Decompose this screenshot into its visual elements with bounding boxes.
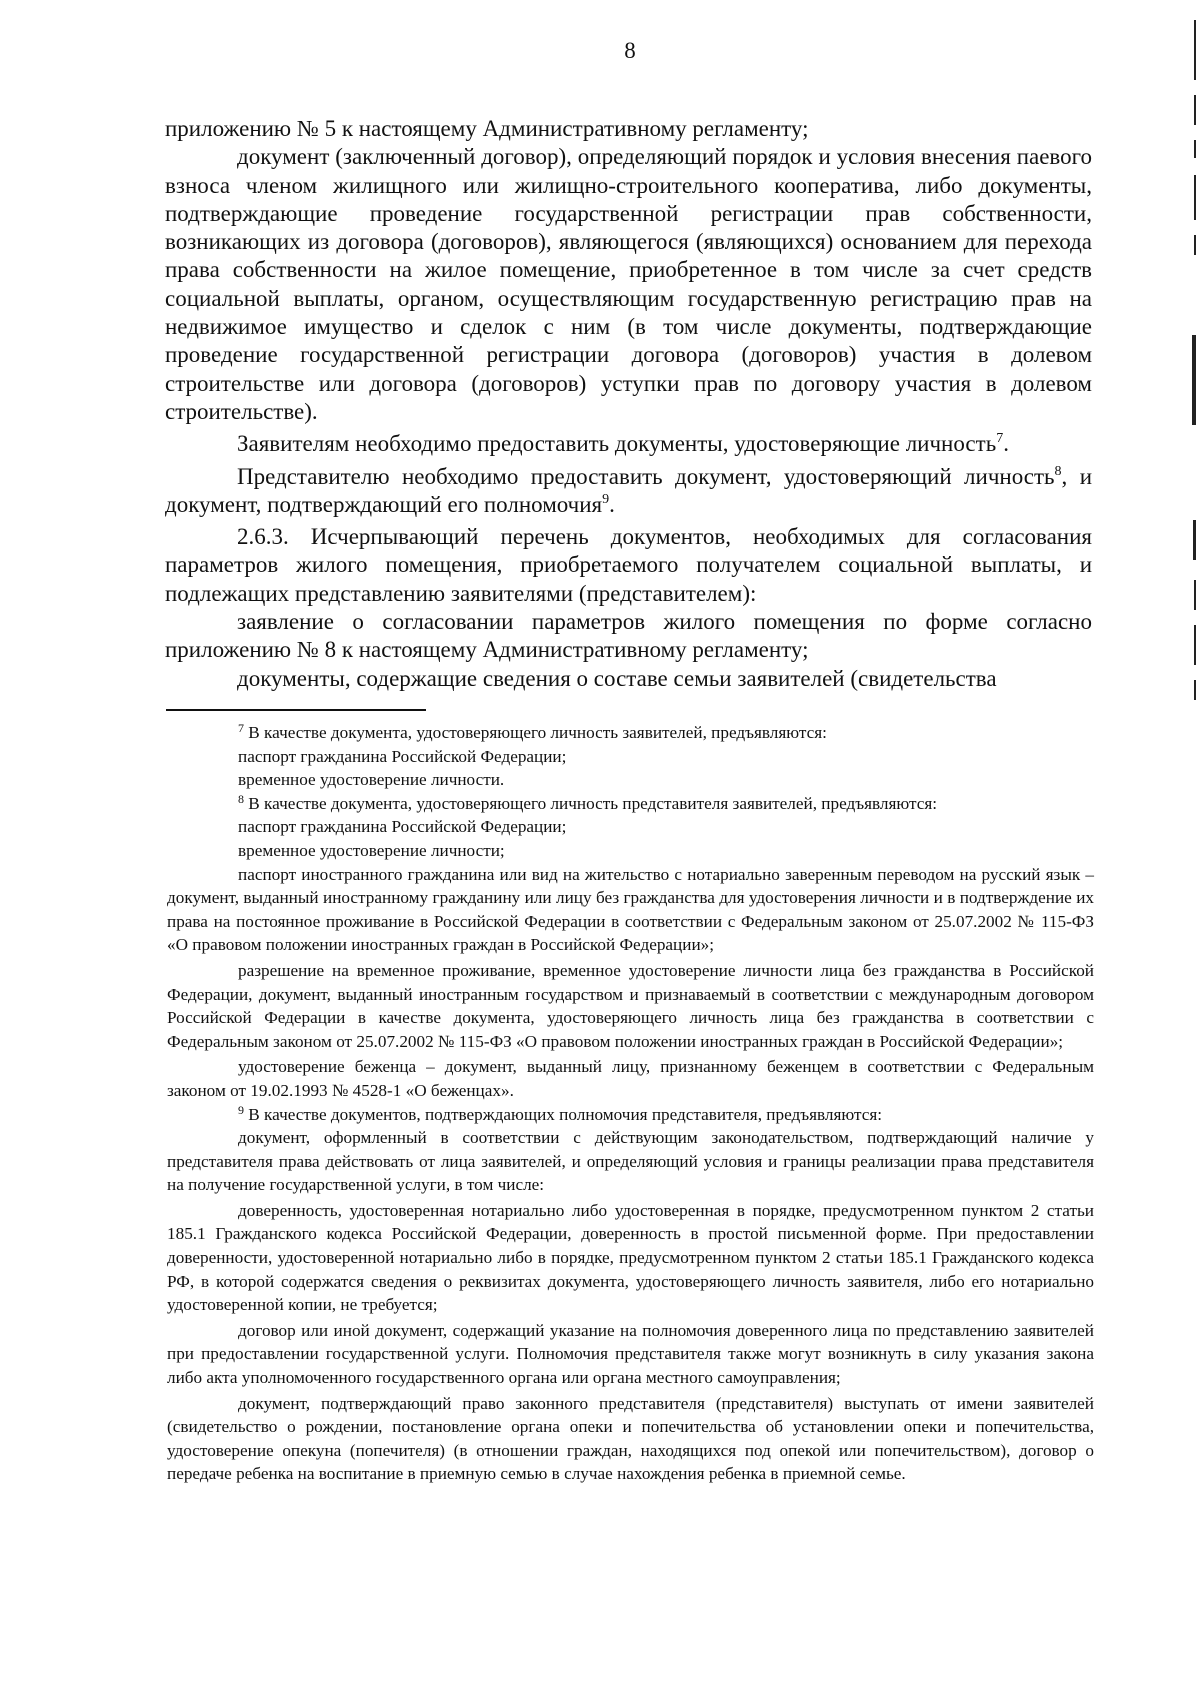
main-text [165,115,1092,693]
page-number: 8 [624,38,636,63]
footnote-item: временное удостоверение личности; [238,840,505,860]
paragraph: документ (заключенный договор), определяющий порядок и условия внесения паевого взноса членом жилищного или жилищно-строительного кооператива, либо документы, подтверждающие проведение государственной регистрации прав собственности, возникающих из договора (договоров), являющегося (являющихся) основанием для перехода права собственности на жилое помещение, приобретенное в том числе за счет средств социальной выплаты, органом, осуществляющим государственную регистрацию прав на недвижимое имущество и сделок с ним (в том числе документы, подтверждающие проведение государственной регистрации договора (договоров) участия в долевом строительстве или договора (договоров) уступки прав по договору участия в долевом строительстве). [165,144,1092,424]
paragraph-text: , и документ, подтверждающий его полномочия [165,463,1093,517]
paragraph-text: Представителю необходимо предоставить документ, удостоверяющий личность [237,463,1055,489]
footnote-item: паспорт гражданина Российской Федерации; [238,746,567,766]
footnote-number: 8 [238,791,244,806]
footnote [167,721,1094,745]
paragraph: приложению № 5 к настоящему Административному регламенту; [165,116,809,141]
footnote-text: В качестве документа, удостоверяющего личность представителя заявителей, предъявляются: [244,793,938,813]
footnote-item: доверенность, удостоверенная нотариально либо удостоверенная в порядке, предусмотренном пунктом 2 статьи 185.1 Гражданского кодекса Российской Федерации, доверенность в простой письменной форме. При предоставлении доверенности, удостоверенной нотариально либо в порядке, предусмотренном пунктом 2 статьи 185.1 Гражданского кодекса РФ, в которой содержатся сведения о реквизитах документа, удостоверяющего личность заявителя, либо его нотариально удостоверенной копии, не требуется; [167,1200,1094,1315]
footnote-number: 7 [238,721,244,735]
paragraph-text: Заявителям необходимо предоставить документы, удостоверяющие личность [237,431,997,457]
footnote-item: договор или иной документ, содержащий указание на полномочия доверенного лица по представлению заявителей при предоставлении государственной услуги. Полномочия представителя также могут возникнуть в силу указания закона либо акта уполномоченного государственного органа или органа местного самоуправления; [167,1320,1094,1388]
footnotes [167,721,1094,1486]
footnote [167,792,1094,816]
footnote-ref: 9 [602,491,610,507]
footnote-item: паспорт иностранного гражданина или вид на жительство с нотариально заверенным переводом на русский язык – документ, выданный иностранному гражданину или лицу без гражданства для удостоверения личности и в подтверждение их права на постоянное проживание в Российской Федерации в соответствии с Федеральным законом от 25.07.2002 № 115-ФЗ «О правовом положении иностранных граждан в Российской Федерации»; [167,864,1094,955]
paragraph: заявление о согласовании параметров жилого помещения по форме согласно приложению № 8 к настоящему Административному регламенту; [165,609,1092,663]
paragraph: документы, содержащие сведения о составе семьи заявителей (свидетельства [237,665,997,691]
paragraph [165,463,1092,520]
paragraph [165,430,1092,458]
footnote-item: документ, оформленный в соответствии с действующим законодательством, подтверждающий наличие у представителя права действовать от лица заявителей, и определяющий условия и границы реализации права представителя на получение государственной услуги, в том числе: [167,1128,1094,1195]
footnote-item: паспорт гражданина Российской Федерации; [238,817,567,837]
scan-edge-marks [1186,0,1200,1697]
paragraph: 2.6.3. Исчерпывающий перечень документов, необходимых для согласования параметров жилого помещения, приобретаемого получателем социальной выплаты, и подлежащих представлению заявителями (представителем): [165,524,1092,606]
footnote-separator [166,709,426,711]
footnote-text: В качестве документа, удостоверяющего личность заявителей, предъявляются: [244,723,827,742]
paragraph-text: . [1003,431,1009,457]
footnote-item: временное удостоверение личности. [238,770,505,790]
footnote-number: 9 [238,1102,244,1117]
footnote-ref: 7 [996,431,1004,447]
footnote [167,1103,1094,1127]
paragraph-text: . [609,491,615,517]
footnote-ref: 8 [1054,463,1062,479]
footnote-text: В качестве документов, подтверждающих полномочия представителя, предъявляются: [244,1104,883,1124]
footnote-item: документ, подтверждающий право законного представителя (представителя) выступать от имени заявителей (свидетельство о рождении, постановление органа опеки и попечительства об установлении опеки и попечительства, удостоверение опекуна (попечителя) (в отношении граждан, находящихся под опекой или попечительством), договор о передаче ребенка на воспитание в приемную семью в случае нахождения ребенка в приемной семье. [167,1393,1094,1484]
footnote-item: удостоверение беженца – документ, выданный лицу, признанному беженцем в соответствии с Федеральным законом от 19.02.1993 № 4528-1 «О беженцах». [167,1057,1094,1100]
footnote-item: разрешение на временное проживание, временное удостоверение личности лица без гражданства в Российской Федерации, документ, выданный иностранным государством и признаваемый в соответствии с международным договором Российской Федерации в качестве документа, удостоверяющего личность лица без гражданства в соответствии с Федеральным законом от 25.07.2002 № 115-ФЗ «О правовом положении иностранных граждан в Российской Федерации»; [167,960,1094,1051]
